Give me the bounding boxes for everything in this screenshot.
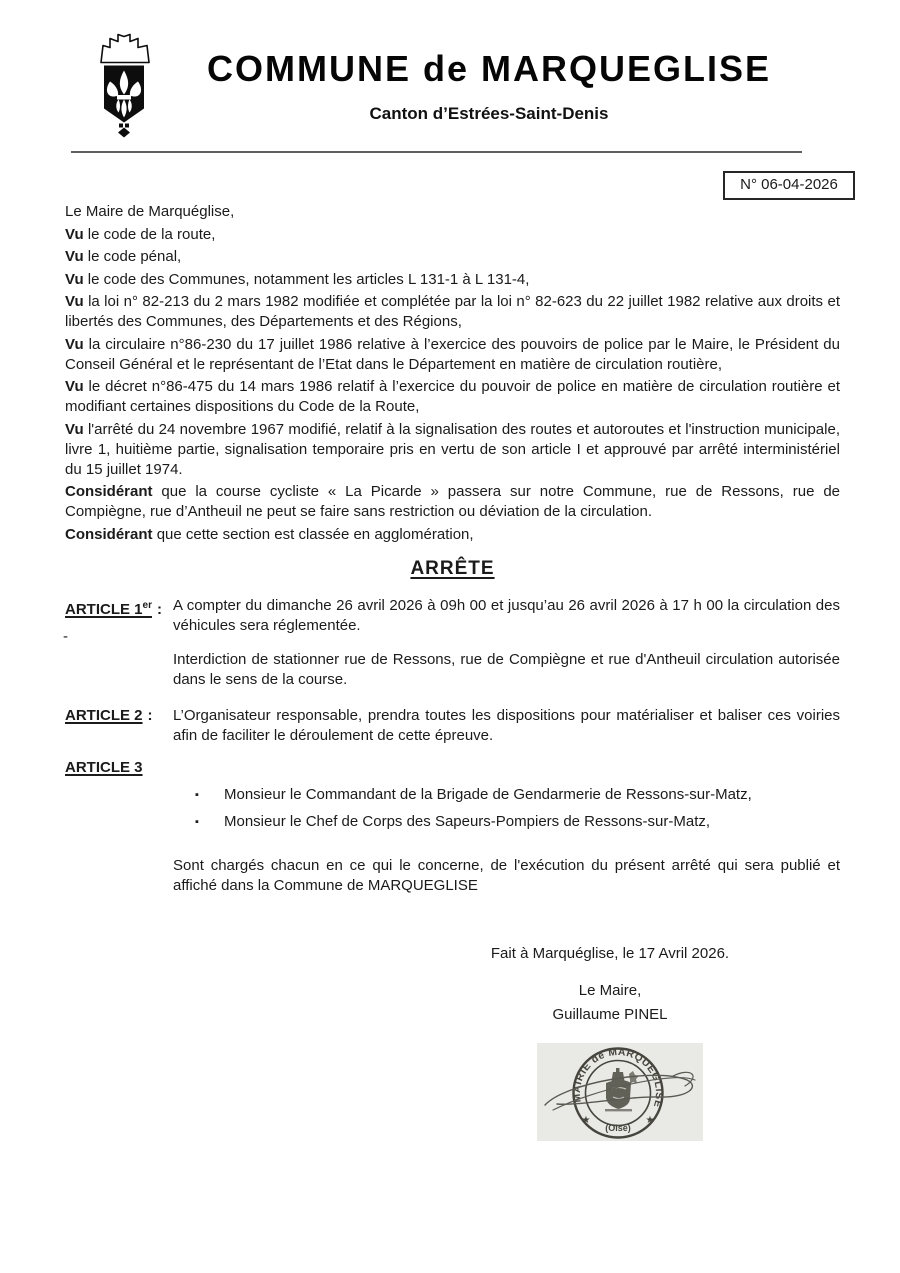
article-2: [65, 706, 840, 746]
article-3-bullet-item: ▪ Monsieur le Chef de Corps des Sapeurs-Pompiers de Ressons-sur-Matz,: [195, 812, 711, 830]
article-3-label: ARTICLE 3: [65, 758, 143, 776]
reference-number-box: N° 06-04-2026: [723, 171, 855, 200]
vu-clause: Vu le code pénal,: [65, 248, 182, 265]
vu-clause: Vu le code de la route,: [65, 225, 216, 243]
stamp-ring-text: MAIRIE de MARQUEGLISE: [571, 1046, 665, 1109]
page-subtitle: Canton d’Estrées-Saint-Denis: [369, 104, 609, 123]
vu-clause: Vu l'arrêté du 24 novembre 1967 modifié, relatif à la signalisation des routes et autoroutes et l'instruction municipale, livre 1, huitième partie, signalisation temporaire pris en vertu de son article I et approuvé par arrêté interministériel du 15 juillet 1974.: [65, 420, 840, 478]
preamble: [65, 202, 840, 545]
vu-clause: Vu le décret n°86-475 du 14 mars 1986 relatif à l’exercice du pouvoir de police en matière de circulation routière et modifiant certaines dispositions du Code de la Route,: [65, 378, 841, 415]
article-3-bullet-item: ▪ Monsieur le Commandant de la Brigade de Gendarmerie de Ressons-sur-Matz,: [195, 785, 752, 803]
square-bullet-icon: ▪: [195, 815, 199, 828]
article-1-text: A compter du dimanche 26 avril 2026 à 09h 00 et jusqu’au 26 avril 2026 à 17 h 00 la circulation des véhicules sera réglementée. Interdiction de stationner rue de Ressons, rue de Compiègne et rue d'Antheuil circulation autorisée dans le sens de la course.: [173, 596, 840, 688]
arrete-heading: ARRÊTE: [410, 557, 495, 579]
article-3-closing-text: Sont chargés chacun en ce qui le concerne, de l'exécution du présent arrêté qui sera publié et affiché dans la Commune de MARQUEGLISE: [173, 856, 840, 894]
considerant-clause: Considérant que la course cycliste « La Picarde » passera sur notre Commune, rue de Ressons, rue de Compiègne, rue d’Antheuil ne peut se faire sans restriction ou déviation de la circulation.: [65, 483, 840, 520]
signer-role: Le Maire,: [578, 981, 642, 999]
article-1-label: ARTICLE 1er :: [65, 599, 162, 618]
signer-name: Guillaume PINEL: [552, 1005, 668, 1023]
vu-clause: Vu la loi n° 82-213 du 2 mars 1982 modifiée et complétée par la loi n° 82-623 du 22 juillet 1982 relative aux droits et libertés des Communes, des Départements et des Régions,: [65, 293, 840, 330]
mairie-stamp: [537, 1043, 703, 1141]
signature-block: [320, 944, 900, 1025]
header-divider: [71, 151, 802, 153]
vu-clause: Vu la circulaire n°86-230 du 17 juillet 1986 relative à l’exercice des pouvoirs de police par le Maire, le Président du Conseil Général et le représentant de l’Etat dans le Département en matière de circulation routière,: [65, 335, 840, 373]
crest-bottom-ornament: [118, 124, 130, 138]
article-2-label: ARTICLE 2 :: [65, 706, 153, 724]
stamp-emblem: [605, 1068, 639, 1111]
vu-clause: Vu le code des Communes, notamment les articles L 131-1 à L 131-4,: [65, 270, 530, 288]
page-title: COMMUNE de MARQUEGLISE: [206, 48, 771, 89]
stray-dash: -: [63, 628, 68, 645]
document-body: [65, 171, 840, 1141]
stamp-star-icon: ★: [645, 1114, 655, 1126]
considerant-clause: Considérant que cette section est classée en agglomération,: [65, 525, 474, 543]
article-2-text: L’Organisateur responsable, prendra toutes les dispositions pour matérialiser et baliser ces voiries afin de faciliter le déroulement de cette épreuve.: [173, 706, 840, 744]
place-and-date: Fait à Marquéglise, le 17 Avril 2026.: [490, 944, 730, 962]
square-bullet-icon: ▪: [195, 788, 199, 801]
opening-line: Le Maire de Marquéglise,: [65, 203, 235, 220]
stamp-star-icon: ★: [581, 1114, 591, 1126]
stamp-oise-text: (Oise): [605, 1122, 631, 1133]
article-1: [65, 596, 840, 690]
